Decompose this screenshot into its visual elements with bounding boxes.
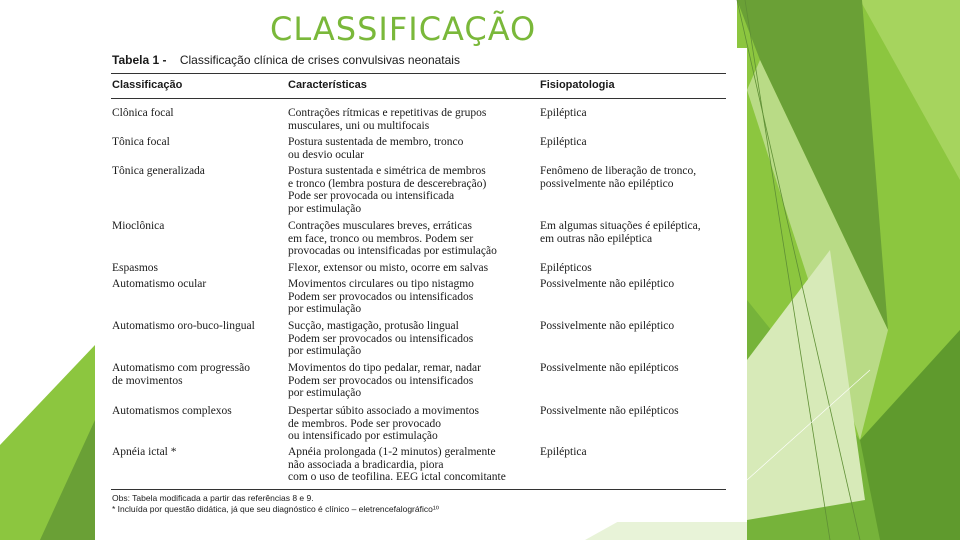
cell-fisiopatologia: Possivelmente não epiléptico bbox=[540, 278, 675, 290]
cell-caracteristicas: Sucção, mastigação, protusão lingual Podem ser provocados ou intensificados por estimulação bbox=[288, 320, 474, 358]
table-footnote: * Incluída por questão didática, já que seu diagnóstico é clínico – eletrencefalográfico¹⁰ bbox=[112, 504, 440, 514]
cell-fisiopatologia: Epiléptica bbox=[540, 107, 587, 119]
cell-caracteristicas: Apnéia prolongada (1-2 minutos) geralmente não associada a bradicardia, piora com o uso de teofilina. EEG ictal concomitante bbox=[288, 446, 506, 484]
cell-caracteristicas: Despertar súbito associado a movimentos de membros. Pode ser provocado ou intensificado por estimulação bbox=[288, 405, 479, 443]
cell-caracteristicas: Movimentos do tipo pedalar, remar, nadar Podem ser provocados ou intensificados por estimulação bbox=[288, 362, 481, 400]
cell-fisiopatologia: Epiléptica bbox=[540, 446, 587, 458]
cell-classificacao: Clônica focal bbox=[112, 107, 174, 119]
cell-fisiopatologia: Epiléptica bbox=[540, 136, 587, 148]
table-caption bbox=[112, 53, 460, 67]
cell-classificacao: Tônica focal bbox=[112, 136, 170, 148]
table-header-rule bbox=[111, 98, 726, 99]
table-note: Obs: Tabela modificada a partir das referências 8 e 9. bbox=[112, 493, 314, 503]
cell-fisiopatologia: Fenômeno de liberação de tronco, possivelmente não epiléptico bbox=[540, 165, 697, 190]
cell-fisiopatologia: Epilépticos bbox=[540, 262, 592, 274]
table-caption-text: Classificação clínica de crises convulsivas neonatais bbox=[179, 53, 460, 67]
table-bottom-rule bbox=[111, 489, 726, 490]
cell-classificacao: Apnéia ictal * bbox=[112, 446, 177, 458]
cell-classificacao: Mioclônica bbox=[112, 220, 165, 232]
slide-title: CLASSIFICAÇÃO bbox=[270, 10, 537, 48]
cell-classificacao: Automatismo com progressão de movimentos bbox=[112, 362, 250, 387]
cell-classificacao: Espasmos bbox=[112, 262, 158, 274]
table-image-panel bbox=[100, 48, 747, 522]
header-fisiopatologia: Fisiopatologia bbox=[540, 79, 615, 91]
cell-classificacao: Automatismo ocular bbox=[112, 278, 207, 290]
cell-classificacao: Tônica generalizada bbox=[112, 165, 205, 177]
cell-caracteristicas: Movimentos circulares ou tipo nistagmo Podem ser provocados ou intensificados por estimulação bbox=[288, 278, 474, 316]
cell-fisiopatologia: Possivelmente não epilépticos bbox=[540, 405, 679, 417]
cell-caracteristicas: Postura sustentada e simétrica de membros e tronco (lembra postura de descerebração) Pode ser provocada ou intensificada por estimulação bbox=[288, 165, 487, 215]
header-classificacao: Classificação bbox=[112, 79, 183, 91]
cell-fisiopatologia: Possivelmente não epilépticos bbox=[540, 362, 679, 374]
cell-classificacao: Automatismos complexos bbox=[112, 405, 232, 417]
table-top-rule bbox=[111, 73, 726, 74]
cell-caracteristicas: Flexor, extensor ou misto, ocorre em salvas bbox=[288, 262, 489, 274]
table-caption-label: Tabela 1 - bbox=[112, 53, 167, 67]
cell-classificacao: Automatismo oro-buco-lingual bbox=[112, 320, 255, 332]
cell-fisiopatologia: Em algumas situações é epiléptica, em outras não epiléptica bbox=[540, 220, 701, 245]
header-caracteristicas: Características bbox=[288, 79, 367, 91]
cell-caracteristicas: Contrações rítmicas e repetitivas de grupos musculares, uni ou multifocais bbox=[288, 107, 487, 132]
cell-caracteristicas: Postura sustentada de membro, tronco ou desvio ocular bbox=[288, 136, 464, 161]
cell-caracteristicas: Contrações musculares breves, erráticas em face, tronco ou membros. Podem ser provocadas ou intensificadas por estimulação bbox=[288, 220, 497, 258]
cell-fisiopatologia: Possivelmente não epiléptico bbox=[540, 320, 675, 332]
